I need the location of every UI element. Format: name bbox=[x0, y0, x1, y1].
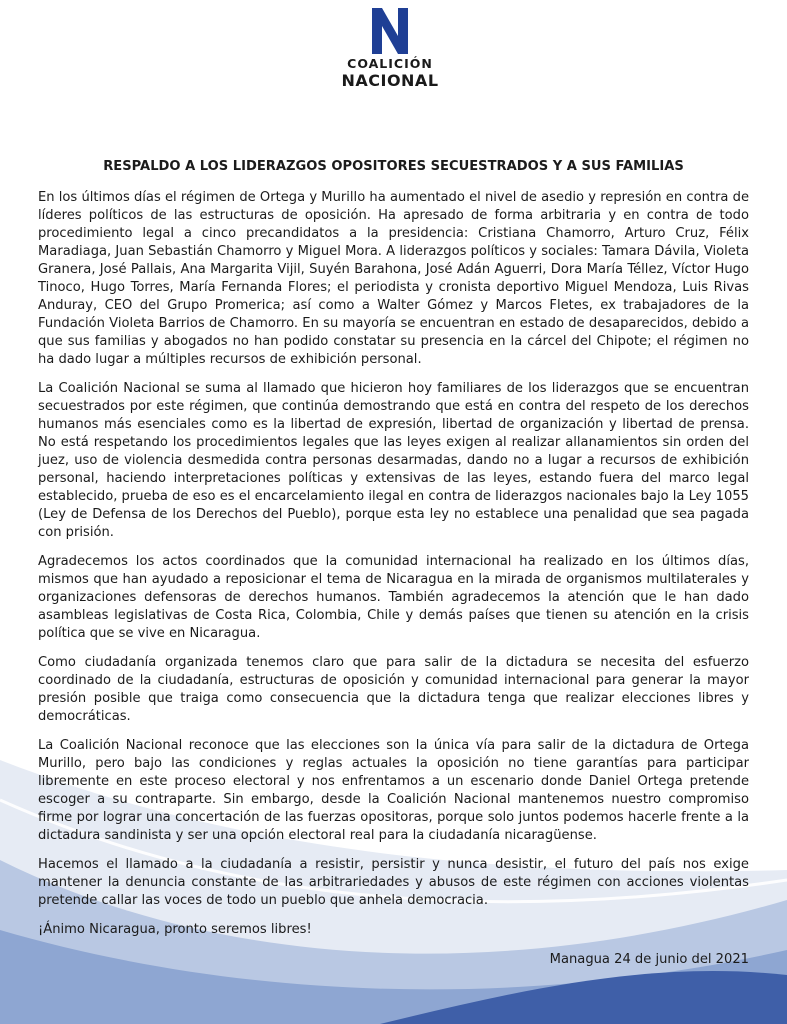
logo-line2: NACIONAL bbox=[341, 70, 439, 90]
closing-line: ¡Ánimo Nicaragua, pronto seremos libres! bbox=[38, 922, 312, 937]
logo-n-mark bbox=[370, 8, 410, 54]
paragraph-3: Agradecemos los actos coordinados que la comunidad internacional ha realizado en los últimos días, mismos que han ayudado a reposicionar el tema de Nicaragua en la mirada de organismos multilaterales y organizaciones defensoras de derechos humanos. También agradecemos la atención que le han dado asambleas legislativas de Costa Rica, Colombia, Chile y demás países que tienen su atención en la crisis política que se vive en Nicaragua. bbox=[38, 554, 749, 641]
document-title: RESPALDO A LOS LIDERAZGOS OPOSITORES SECUESTRADOS Y A SUS FAMILIAS bbox=[103, 159, 684, 174]
signature-date: Managua 24 de junio del 2021 bbox=[549, 952, 749, 967]
coalicion-logo bbox=[340, 8, 440, 98]
paragraph-4: Como ciudadanía organizada tenemos claro que para salir de la dictadura se necesita del esfuerzo coordinado de la ciudadanía, estructuras de oposición y comunidad internacional para generar la mayor presión posible que traiga como consecuencia que la dictadura tenga que realizar elecciones libres y democráticas. bbox=[38, 655, 749, 724]
logo-line1: COALICIÓN bbox=[347, 56, 433, 71]
paragraph-6: Hacemos el llamado a la ciudadanía a resistir, persistir y nunca desistir, el futuro del país nos exige mantener la denuncia constante de las arbitrariedades y abusos de este régimen con acciones violentas pretende callar las voces de todo un pueblo que anhela democracia. bbox=[38, 857, 749, 908]
paragraph-2: La Coalición Nacional se suma al llamado que hicieron hoy familiares de los liderazgos que se encuentran secuestrados por este régimen, que continúa demostrando que está en contra del respeto de los derechos humanos más esenciales como es la libertad de expresión, libertad de organización y libertad de prensa. No está respetando los procedimientos legales que las leyes exigen al realizar allanamientos sin orden del juez, uso de violencia desmedida contra personas desarmadas, dando no a lugar a recursos de exhibición personal, haciendo interpretaciones políticas y extensivas de las leyes, estando fuera del marco legal establecido, prueba de eso es el encarcelamiento ilegal en contra de liderazgos nacionales bajo la Ley 1055 (Ley de Defensa de los Derechos del Pueblo), porque esta ley no establece una penalidad que sea pagada con prisión. bbox=[38, 381, 749, 540]
paragraph-1: En los últimos días el régimen de Ortega y Murillo ha aumentado el nivel de asedio y represión en contra de líderes políticos de las estructuras de oposición. Ha apresado de forma arbitraria y en contra de todo procedimiento legal a cinco precandidatos a la presidencia: Cristiana Chamorro, Arturo Cruz, Félix Maradiaga, Juan Sebastián Chamorro y Miguel Mora. A liderazgos políticos y sociales: Tamara Dávila, Violeta Granera, José Pallais, Ana Margarita Vijil, Suyén Barahona, José Adán Aguerri, Dora María Téllez, Víctor Hugo Tinoco, Hugo Torres, María Fernanda Flores; el periodista y cronista deportivo Miguel Mendoza, Luis Rivas Anduray, CEO del Grupo Promerica; así como a Walter Gómez y Marcos Fletes, ex trabajadores de la Fundación Violeta Barrios de Chamorro. En su mayoría se encuentran en estado de desaparecidos, debido a que sus familias y abogados no han podido constatar su presencia en la cárcel del Chipote; el régimen no ha dado lugar a múltiples recursos de exhibición personal. bbox=[38, 190, 749, 367]
document-body bbox=[38, 158, 749, 969]
paragraph-5: La Coalición Nacional reconoce que las elecciones son la única vía para salir de la dictadura de Ortega Murillo, pero bajo las condiciones y reglas actuales la oposición no tiene garantías para participar libremente en este proceso electoral y nos enfrentamos a un escenario donde Daniel Ortega pretende escoger a su contraparte. Sin embargo, desde la Coalición Nacional mantenemos nuestro compromiso firme por lograr una concertación de las fuerzas opositoras, porque solo juntos podemos hacerle frente a la dictadura sandinista y ser una opción electoral real para la ciudadanía nicaragüense. bbox=[38, 738, 749, 843]
